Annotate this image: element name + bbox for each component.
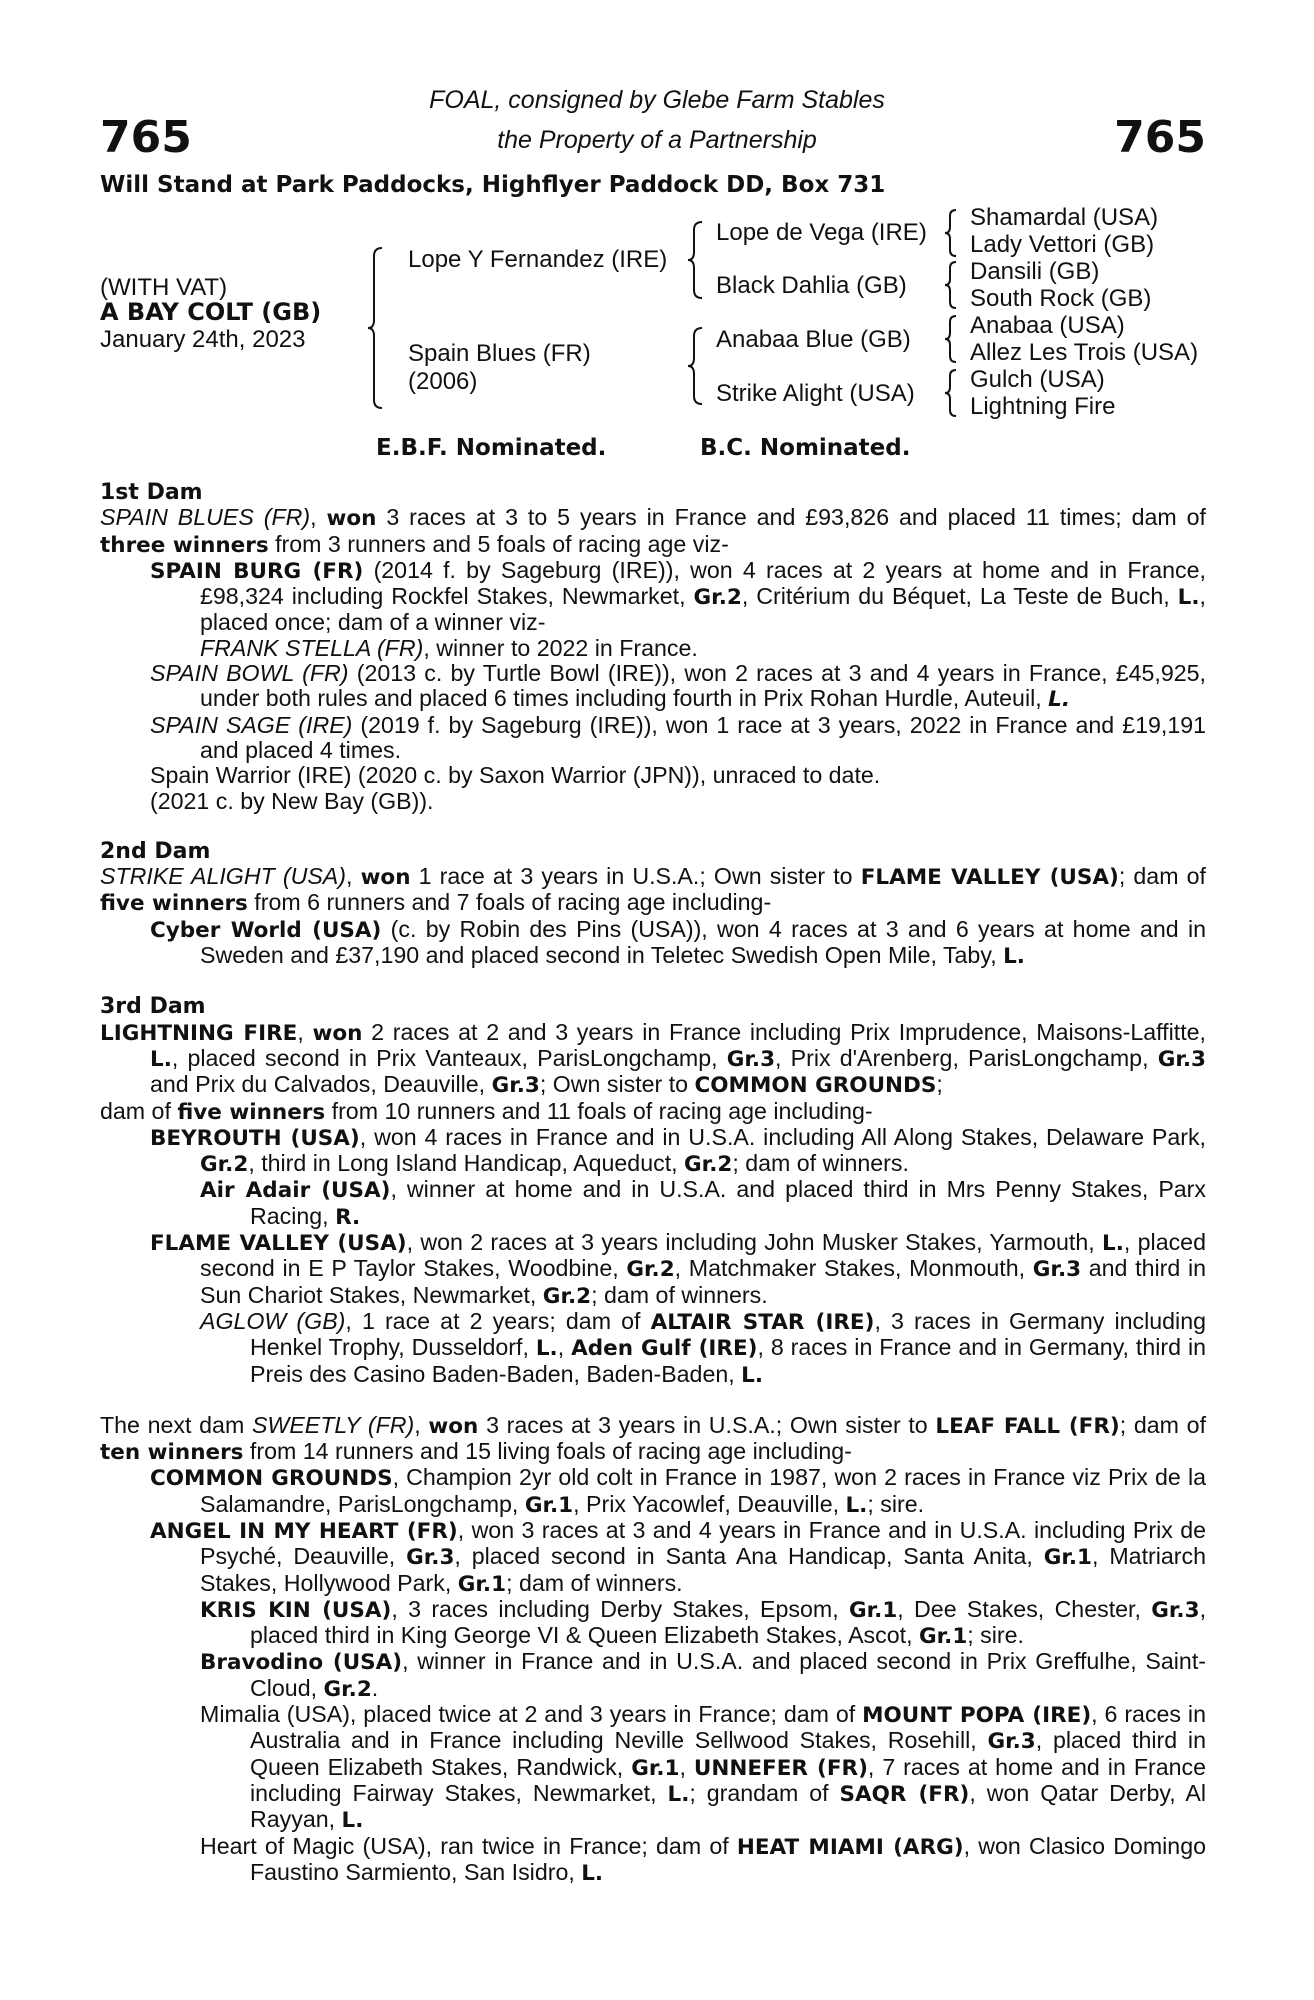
- next-dam-summary: The next dam SWEETLY (FR), won 3 races at 3 years in U.S.A.; Own sister to LEAF FALL (FR); dam of ten winners from 14 runners and 15 living foals of racing age including-: [100, 1411, 1207, 1466]
- progeny-entry: SPAIN SAGE (IRE) (2019 f. by Sageburg (IRE)), won 1 race at 3 years, 2022 in France and £19,191 and placed 4 times.: [150, 711, 1207, 763]
- progeny-entry: SPAIN BOWL (FR) (2013 c. by Turtle Bowl (IRE)), won 2 races at 3 and 4 years in France, £45,925, under both rules and placed 6 times including fourth in Prix Rohan Hurdle, Auteuil, L.: [150, 660, 1206, 713]
- progeny-sub-entry: AGLOW (GB), 1 race at 2 years; dam of ALTAIR STAR (IRE), 3 races in Germany including Henkel Trophy, Dusseldorf, L., Aden Gulf (IRE), 8 races in France and in Germany, third in Preis des Casino Baden-Baden, Baden-Baden, L.: [200, 1307, 1206, 1388]
- progeny-sub-entry: KRIS KIN (USA), 3 races including Derby Stakes, Epsom, Gr.1, Dee Stakes, Chester, Gr.3, placed third in King George VI & Queen Elizabeth Stakes, Ascot, Gr.1; sire.: [200, 1595, 1207, 1650]
- pedigree-bracket-sire: [690, 222, 710, 298]
- dam-name: Spain Blues (FR): [408, 340, 591, 367]
- gen3-2: Lady Vettori (GB): [970, 231, 1155, 258]
- third-dam-summary: LIGHTNING FIRE, won 2 races at 2 and 3 years in France including Prix Imprudence, Maisons-Laffitte, L., placed second in Prix Vanteaux, ParisLongchamp, Gr.3, Prix d'Arenberg, ParisLongchamp, Gr.3 and Prix du Calvados, Deauville, Gr.3; Own sister to COMMON GROUNDS;: [100, 1018, 1206, 1099]
- gen3-1: Shamardal (USA): [970, 204, 1159, 231]
- pedigree-bracket-main: [370, 248, 390, 408]
- progeny-entry: COMMON GROUNDS, Champion 2yr old colt in France in 1987, won 2 races in France viz Prix de la Salamandre, ParisLongchamp, Gr.1, Prix Yacowlef, Deauville, L.; sire.: [150, 1464, 1206, 1518]
- pedigree-bracket-g1: [946, 210, 962, 256]
- progeny-sub-entry: Heart of Magic (USA), ran twice in France; dam of HEAT MIAMI (ARG), won Clasico Domingo Faustino Sarmiento, San Isidro, L.: [200, 1832, 1206, 1886]
- gen3-8: Lightning Fire: [970, 393, 1116, 420]
- gen3-6: Allez Les Trois (USA): [970, 339, 1199, 366]
- second-dam-summary: STRIKE ALIGHT (USA), won 1 race at 3 years in U.S.A.; Own sister to FLAME VALLEY (USA); dam of five winners from 6 runners and 7 foals of racing age including-: [100, 863, 1206, 917]
- second-dam-heading: 2nd Dam: [100, 838, 211, 864]
- pedigree-bracket-g2: [946, 262, 962, 308]
- first-dam-heading: 1st Dam: [100, 480, 203, 505]
- pedigree-bracket-g3: [946, 316, 962, 362]
- dam-dam: Strike Alight (USA): [716, 380, 915, 407]
- third-dam-heading: 3rd Dam: [100, 994, 206, 1020]
- gen3-7: Gulch (USA): [970, 366, 1105, 393]
- progeny-entry: FLAME VALLEY (USA), won 2 races at 3 years including John Musker Stakes, Yarmouth, L., placed second in E P Taylor Stakes, Woodbine, Gr.2, Matchmaker Stakes, Monmouth, Gr.3 and third in Sun Chariot Stakes, Newmarket, Gr.2; dam of winners.: [150, 1229, 1206, 1309]
- progeny-entry: Cyber World (USA) (c. by Robin des Pins (USA)), won 4 races at 3 and 6 years at home and in Sweden and £37,190 and placed second in Teletec Swedish Open Mile, Taby, L.: [150, 915, 1207, 970]
- stand-location: Will Stand at Park Paddocks, Highflyer Paddock DD, Box 731: [100, 172, 886, 198]
- gen3-4: South Rock (GB): [970, 285, 1152, 312]
- dam-year: (2006): [408, 368, 478, 395]
- gen3-3: Dansili (GB): [970, 258, 1100, 285]
- gen3-5: Anabaa (USA): [970, 312, 1125, 339]
- property-line: the Property of a Partnership: [497, 126, 817, 154]
- vat-note: (WITH VAT): [100, 274, 228, 301]
- catalogue-body: [100, 480, 1206, 1886]
- progeny-entry: SPAIN BURG (FR) (2014 f. by Sageburg (IRE)), won 4 races at 2 years at home and in France, £98,324 including Rockfel Stakes, Newmarket, Gr.2, Critérium du Béquet, La Teste de Buch, L., placed once; dam of a winner viz-: [150, 556, 1206, 636]
- third-dam-produce: dam of five winners from 10 runners and 11 foals of racing age including-: [100, 1097, 873, 1125]
- progeny-sub-entry: Bravodino (USA), winner in France and in U.S.A. and placed second in Prix Greffulhe, Saint-Cloud, Gr.2.: [200, 1648, 1206, 1702]
- progeny-entry: BEYROUTH (USA), won 4 races in France and in U.S.A. including All Along Stakes, Delaware Park, Gr.2, third in Long Island Handicap, Aqueduct, Gr.2; dam of winners.: [150, 1123, 1206, 1178]
- consignor-line: FOAL, consigned by Glebe Farm Stables: [429, 86, 885, 114]
- first-dam-summary: SPAIN BLUES (FR), won 3 races at 3 to 5 years in France and £93,826 and placed 11 times; dam of three winners from 3 runners and 5 foals of racing age viz-: [100, 504, 1207, 558]
- progeny-sub-entry: Mimalia (USA), placed twice at 2 and 3 years in France; dam of MOUNT POPA (IRE), 6 races in Australia and in France including Neville Sellwood Stakes, Rosehill, Gr.3, placed third in Queen Elizabeth Stakes, Randwick, Gr.1, UNNEFER (FR), 7 races at home and in France including Fairway Stakes, Newmarket, L.; grandam of SAQR (FR), won Qatar Derby, Al Rayyan, L.: [200, 1701, 1206, 1834]
- progeny-sub-entry: FRANK STELLA (FR), winner to 2022 in France.: [200, 634, 698, 661]
- progeny-sub-entry: Air Adair (USA), winner at home and in U.S.A. and placed third in Mrs Penny Stakes, Parx Racing, R.: [200, 1176, 1206, 1230]
- horse-description: A BAY COLT (GB): [100, 298, 322, 326]
- lot-number-left: 765: [100, 112, 192, 163]
- dam-sire: Anabaa Blue (GB): [716, 326, 911, 353]
- sire-sire: Lope de Vega (IRE): [716, 219, 927, 246]
- ebf-nomination: E.B.F. Nominated.: [376, 435, 607, 461]
- pedigree-bracket-g4: [946, 370, 962, 416]
- foaling-date: January 24th, 2023: [100, 326, 306, 353]
- bc-nomination: B.C. Nominated.: [700, 435, 911, 461]
- progeny-entry: ANGEL IN MY HEART (FR), won 3 races at 3 and 4 years in France and in U.S.A. including Prix de Psyché, Deauville, Gr.3, placed second in Santa Ana Handicap, Santa Anita, Gr.1, Matriarch Stakes, Hollywood Park, Gr.1; dam of winners.: [150, 1516, 1206, 1597]
- pedigree-bracket-dam: [690, 328, 710, 404]
- progeny-entry: Spain Warrior (IRE) (2020 c. by Saxon Warrior (JPN)), unraced to date.: [150, 762, 881, 789]
- lot-number-right: 765: [1114, 112, 1206, 163]
- progeny-entry: (2021 c. by New Bay (GB)).: [150, 787, 434, 814]
- sire-name: Lope Y Fernandez (IRE): [408, 246, 668, 273]
- sire-dam: Black Dahlia (GB): [716, 272, 907, 299]
